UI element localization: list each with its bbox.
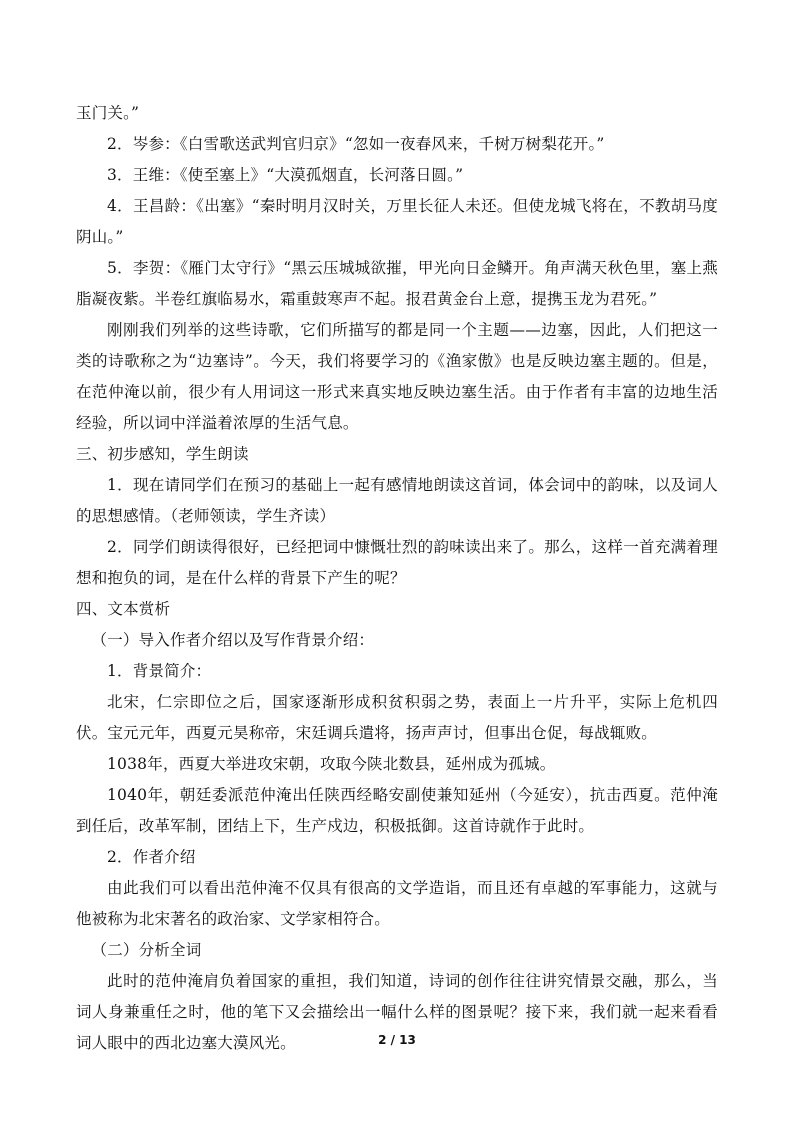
paragraph: （二）分析全词 bbox=[91, 941, 202, 959]
paragraph: 玉门关。” bbox=[76, 104, 140, 122]
page-number: 2 / 13 bbox=[378, 1033, 416, 1047]
paragraph: 三、初步感知，学生朗读 bbox=[76, 445, 249, 463]
paragraph: （一）导入作者介绍以及写作背景介绍： bbox=[91, 631, 375, 649]
paragraph: 4．王昌龄：《出塞》“秦时明月汉时关，万里长征人未还。但使龙城飞将在，不教胡马度阴山。” bbox=[76, 197, 718, 246]
paragraph: 刚刚我们列举的这些诗歌，它们所描写的都是同一个主题——边塞，因此，人们把这一类的诗歌称之为“边塞诗”。今天，我们将要学习的《渔家傲》也是反映边塞主题的。但是，在范仲淹以前，很少有人用词这一形式来真实地反映边塞生活。由于作者有丰富的边地生活经验，所以词中洋溢着浓厚的生活气息。 bbox=[76, 321, 718, 432]
paragraph: 2．同学们朗读得很好，已经把词中慷慨壮烈的韵味读出来了。那么，这样一首充满着理想和抱负的词，是在什么样的背景下产生的呢？ bbox=[76, 538, 718, 587]
paragraph: 5．李贺：《雁门太守行》“黑云压城城欲摧，甲光向日金鳞开。角声满天秋色里，塞上燕脂凝夜紫。半卷红旗临易水，霜重鼓寒声不起。报君黄金台上意，提携玉龙为君死。” bbox=[76, 259, 718, 308]
paragraph: 1038年，西夏大举进攻宋朝，攻取今陕北数县，延州成为孤城。 bbox=[107, 755, 556, 773]
paragraph: 1．背景简介： bbox=[107, 662, 212, 680]
paragraph: 3．王维：《使至塞上》“大漠孤烟直，长河落日圆。” bbox=[107, 166, 464, 184]
paragraph: 1．现在请同学们在预习的基础上一起有感情地朗读这首词，体会词中的韵味，以及词人的思想感情。（老师领读，学生齐读） bbox=[76, 476, 718, 525]
paragraph: 此时的范仲淹肩负着国家的重担，我们知道，诗词的创作往往讲究情景交融，那么，当词人身兼重任之时，他的笔下又会描绘出一幅什么样的图景呢？接下来，我们就一起来看看词人眼中的西北边塞大漠风光。 bbox=[76, 972, 718, 1052]
paragraph: 1040年，朝廷委派范仲淹出任陕西经略安副使兼知延州（今延安），抗击西夏。范仲淹到任后，改革军制，团结上下，生产戍边，积极抵御。这首诗就作于此时。 bbox=[76, 786, 718, 835]
paragraph: 四、文本赏析 bbox=[76, 600, 171, 618]
paragraph: 由此我们可以看出范仲淹不仅具有很高的文学造诣，而且还有卓越的军事能力，这就与他被称为北宋著名的政治家、文学家相符合。 bbox=[76, 879, 718, 928]
paragraph: 北宋，仁宗即位之后，国家逐渐形成积贫积弱之势，表面上一片升平，实际上危机四伏。宝元元年，西夏元昊称帝，宋廷调兵遣将，扬声声讨，但事出仓促，每战辄败。 bbox=[76, 693, 718, 742]
paragraph: 2．岑参：《白雪歌送武判官归京》“忽如一夜春风来，千树万树梨花开。” bbox=[107, 135, 605, 153]
paragraph: 2．作者介绍 bbox=[107, 848, 196, 866]
document-body bbox=[76, 98, 718, 1059]
